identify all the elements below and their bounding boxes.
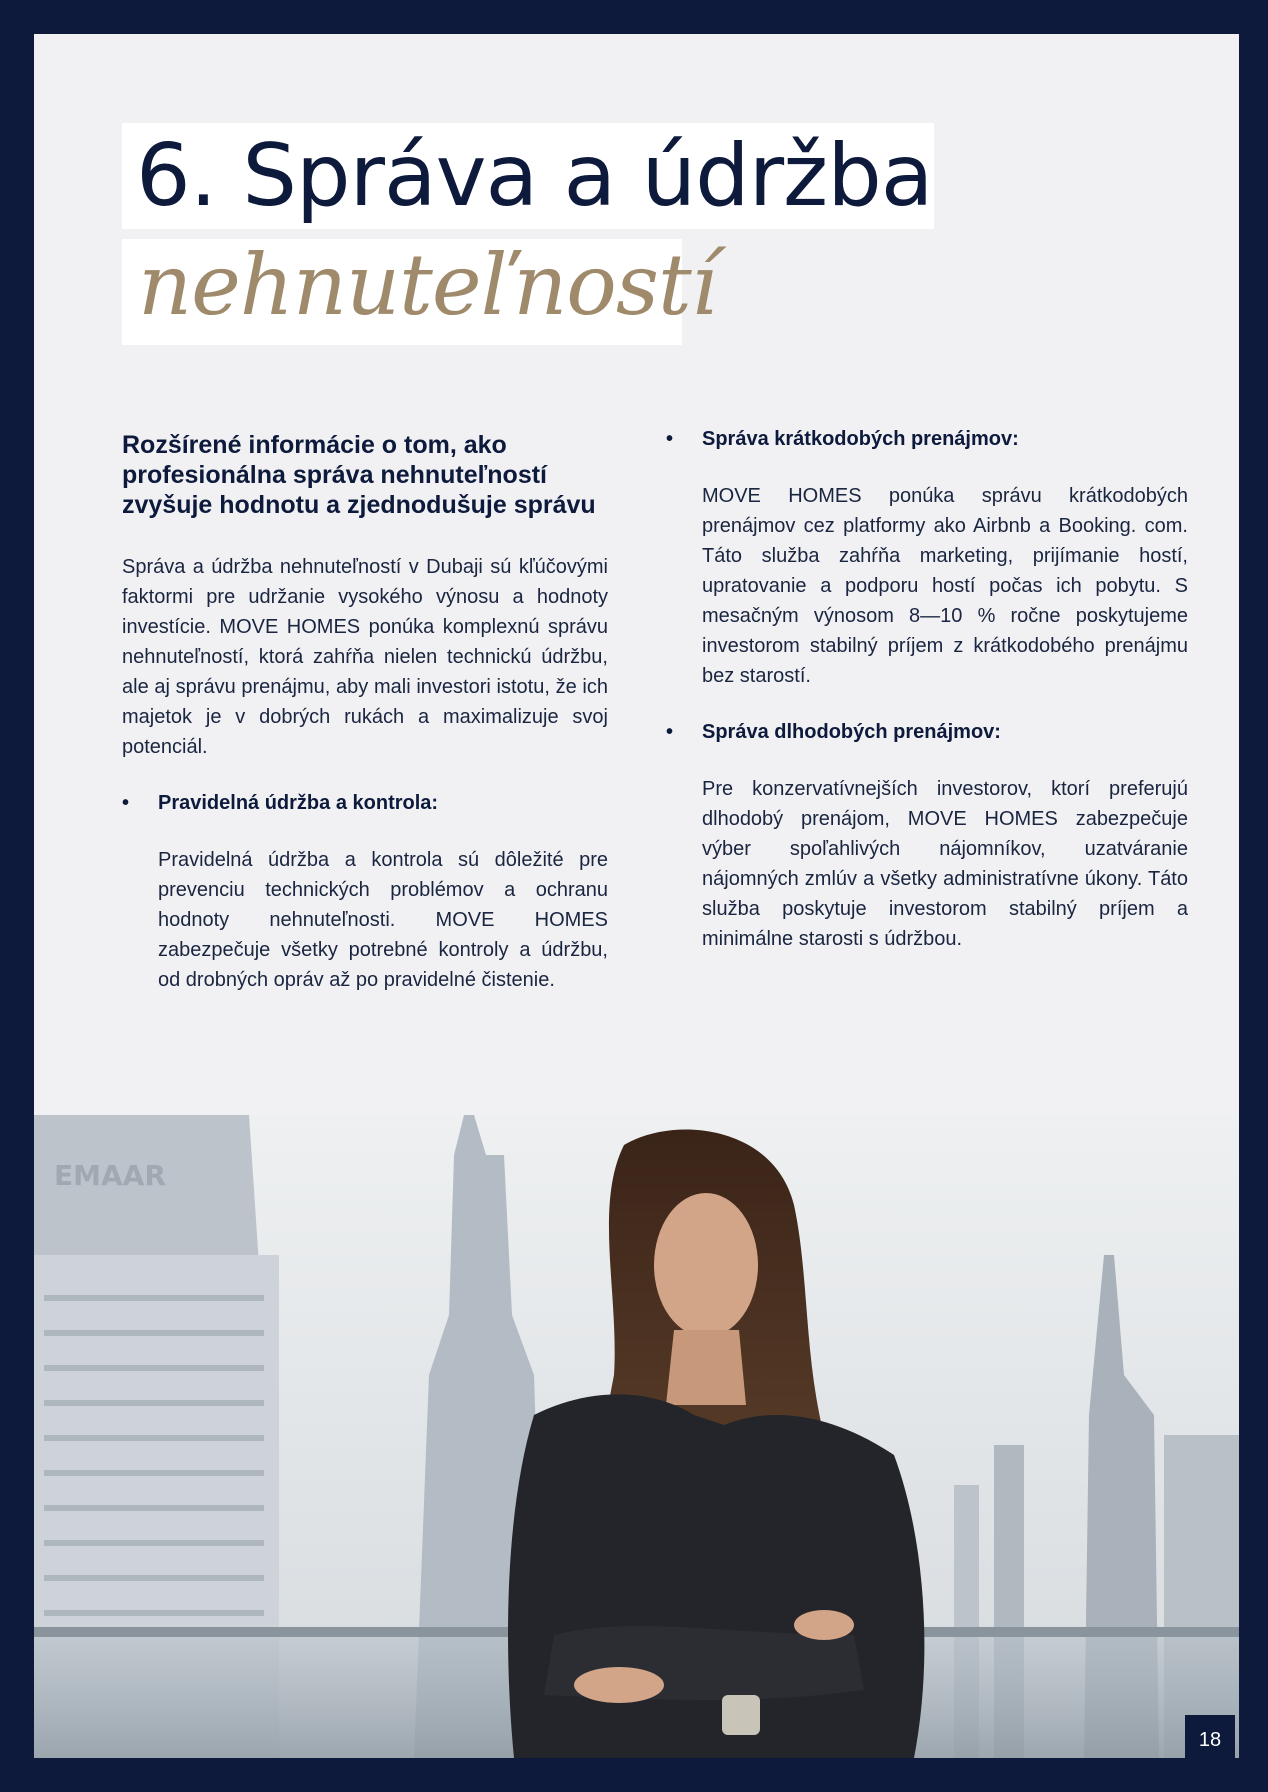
bullet-short-term-rentals [666,428,1188,451]
building-sign-text: EMAAR [54,1159,166,1192]
bullet-long-term-rentals [666,721,1188,744]
page-number: 18 [1185,1715,1235,1765]
bullet-body: MOVE HOMES ponúka správu krátkodobých prenájmov cez platformy ako Airbnb a Booking. com. Táto služba zahŕňa marketing, prijímanie hostí, upratovanie a podporu hostí počas ich pobytu. S mesačným výnosom 8—10 % ročne poskytujeme investorom stabilný príjem z krátkodobého prenájmu bez starostí. [702,485,1188,687]
bullet-body: Pre konzervatívnejších investorov, ktorí preferujú dlhodobý prenájom, MOVE HOMES zabezpečuje výber spoľahlivých nájomníkov, uzatváranie nájomných zmlúv a všetky administratívne úkony. Táto služba poskytuje investorom stabilný príjem a minimálne starosti s údržbou. [702,778,1188,950]
bullet-marker: • [122,792,130,814]
woman-dubai-skyline-photo [34,1115,1239,1758]
bullet-marker: • [666,428,674,450]
section-subheading: Rozšírené informácie o tom, ako profesionálna správa nehnuteľností zvyšuje hodnotu a zjednodušuje správu [122,431,596,519]
right-column [666,430,1188,954]
page-title-italic: nehnuteľností [138,236,717,334]
bullet-maintenance [122,792,608,815]
bullet-body: Pravidelná údržba a kontrola sú dôležité pre prevenciu technických problémov a ochranu hodnoty nehnuteľnosti. MOVE HOMES zabezpečuje všetky potrebné kontroly a údržbu, od drobných opráv až po pravidelné čistenie. [158,849,608,991]
document-page [34,34,1239,1758]
page-title: 6. Správa a údržba [136,126,933,226]
bullet-marker: • [666,721,674,743]
bullet-title: Pravidelná údržba a kontrola: [158,792,439,814]
intro-paragraph: Správa a údržba nehnuteľností v Dubaji sú kľúčovými faktormi pre udržanie vysokého výnosu a hodnoty investície. MOVE HOMES ponúka komplexnú správu nehnuteľností, ktorá zahŕňa nielen technickú údržbu, ale aj správu prenájmu, aby mali investori istotu, že ich majetok je v dobrých rukách a maximalizuje svoj potenciál. [122,556,608,758]
left-column [122,430,608,995]
bullet-title: Správa krátkodobých prenájmov: [702,428,1019,450]
bullet-title: Správa dlhodobých prenájmov: [702,721,1001,743]
